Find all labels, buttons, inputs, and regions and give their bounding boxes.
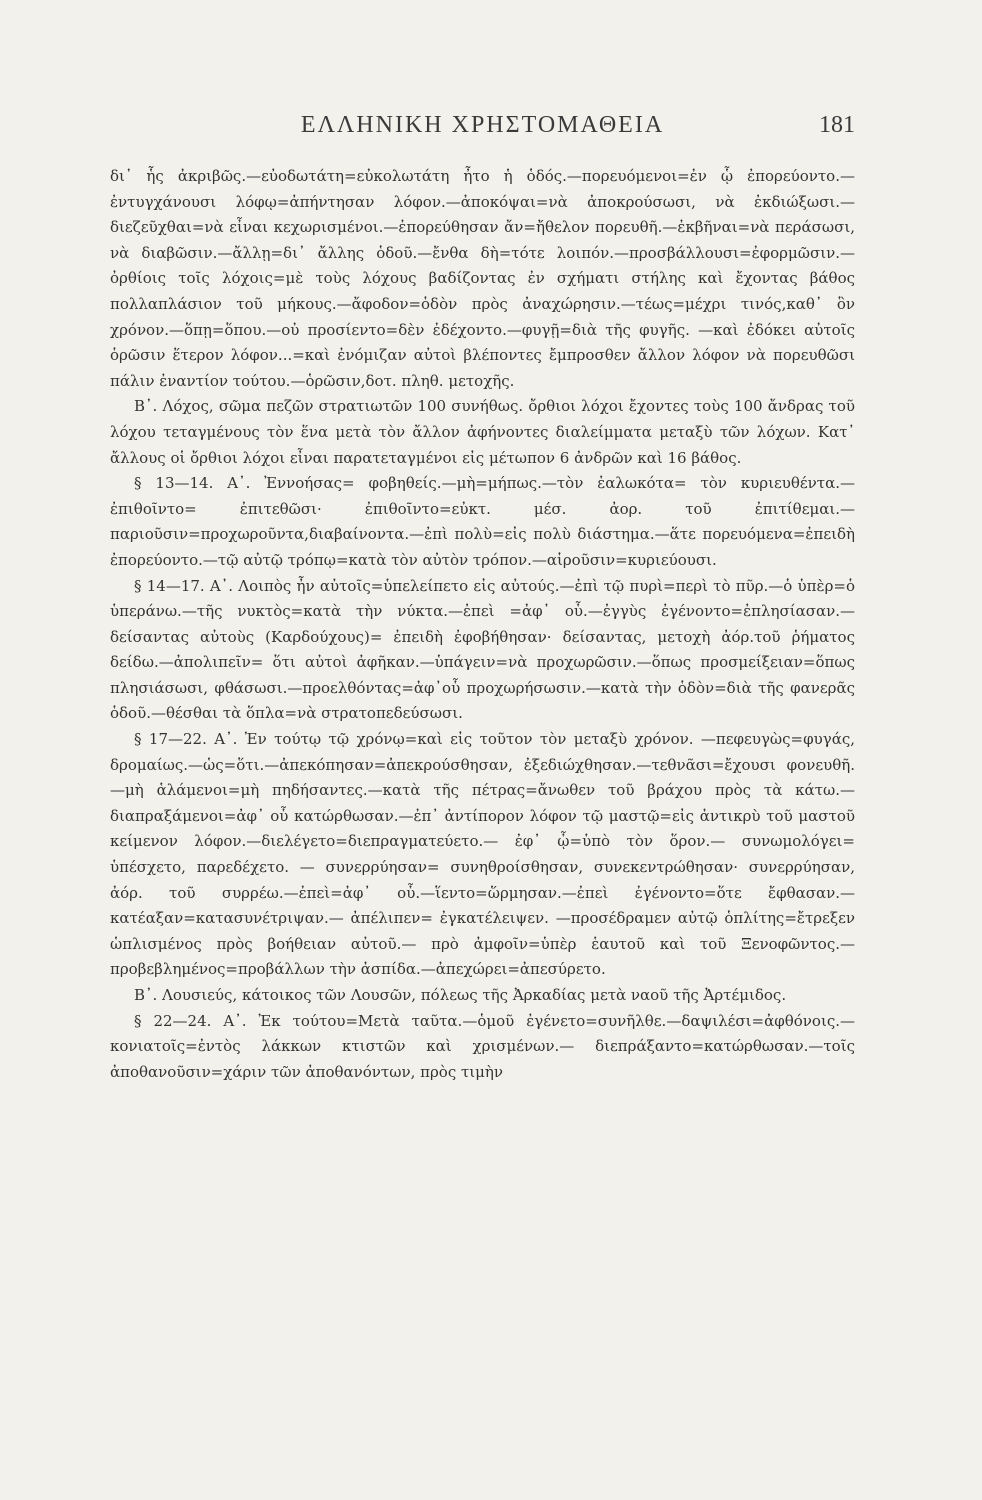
commentary-text: [110, 164, 855, 1085]
section-paragraph: § 13—14. Α᾽. Ἐννοήσας= φοβηθείς.—μὴ=μήπως.—τὸν ἑαλωκότα= τὸν κυριευθέντα.—ἐπιθοῖντο= ἐπιτεθῶσι· ἐπιθοῖντο=εὐκτ. μέσ. ἀορ. τοῦ ἐπιτίθεμαι.—παριοῦσιν=προχωροῦντα,διαβαίνοντα.—ἐπὶ πολὺ=εἰς πολὺ διάστημα.—ἅτε πορευόμενα=ἐπειδὴ ἐπορεύοντο.—τῷ αὐτῷ τρόπῳ=κατὰ τὸν αὐτὸν τρόπον.—αἱροῦσιν=κυριεύουσι.: [110, 474, 855, 569]
running-title: ΕΛΛΗΝΙΚΗ ΧΡΗΣΤΟΜΑΘΕΙΑ: [300, 112, 665, 138]
paragraph: δι᾽ ἧς ἀκριβῶς.—εὐοδωτάτη=εὐκολωτάτη ἦτο ἡ ὁδός.—πορευόμενοι=ἐν ᾧ ἐπορεύοντο.—ἐντυγχάνουσι λόφῳ=ἀπήντησαν λόφον.—ἀποκόψαι=νὰ ἀποκρούσωσι, νὰ ἐκδιώξωσι.—διεζεῦχθαι=νὰ εἶναι κεχωρισμένοι.—ἐπορεύθησαν ἄν=ἤθελον πορευθῆ.—ἐκβῆναι=νὰ περάσωσι, νὰ διαβῶσιν.—ἄλλῃ=δι᾽ ἄλλης ὁδοῦ.—ἔνθα δὴ=τότε λοιπόν.—προσβάλλουσι=ἐφορμῶσιν.—ὀρθίοις τοῖς λόχοις=μὲ τοὺς λόχους βαδίζοντας ἐν σχήματι στήλης καὶ ἔχοντας βάθος πολλαπλάσιον τοῦ μήκους.—ἄφοδον=ὁδὸν πρὸς ἀναχώρησιν.—τέως=μέχρι τινός,καθ᾽ ὃν χρόνον.—ὅπῃ=ὅπου.—οὐ προσίεντο=δὲν ἐδέχοντο.—φυγῇ=διὰ τῆς φυγῆς. —καὶ ἐδόκει αὐτοῖς ὁρῶσιν ἕτερον λόφον...=καὶ ἐνόμιζαν αὐτοὶ βλέποντες ἔμπροσθεν ἄλλον λόφον νὰ πορευθῶσι πάλιν ἐναντίον τούτου.—ὁρῶσιν,δοτ. πληθ. μετοχῆς.: [110, 167, 855, 390]
paragraph: Β᾽. Λόχος, σῶμα πεζῶν στρατιωτῶν 100 συνήθως. ὄρθιοι λόχοι ἔχοντες τοὺς 100 ἄνδρας τοῦ λόχου τεταγμένους τὸν ἕνα μετὰ τὸν ἄλλον ἀφήνοντες διαλείμματα μεταξὺ τῶν λόχων. Κατ᾽ ἄλλους οἱ ὄρθιοι λόχοι εἶναι παρατεταγμένοι εἰς μέτωπον 6 ἀνδρῶν καὶ 16 βάθος.: [110, 397, 855, 467]
page-number: 181: [819, 112, 855, 138]
running-header: [110, 112, 855, 148]
paragraph: Β᾽. Λουσιεύς, κάτοικος τῶν Λουσῶν, πόλεως τῆς Ἀρκαδίας μετὰ ναοῦ τῆς Ἀρτέμιδος.: [134, 986, 787, 1004]
section-paragraph: § 17—22. Α᾽. Ἐν τούτῳ τῷ χρόνῳ=καὶ εἰς τοῦτον τὸν μεταξὺ χρόνον. —πεφευγὼς=φυγάς, δρομαίως.—ὡς=ὅτι.—ἀπεκόπησαν=ἀπεκρούσθησαν, ἐξεδιώχθησαν.—τεθνᾶσι=ἔχουσι φονευθῆ.—μὴ ἁλάμενοι=μὴ πηδήσαντες.—κατὰ τῆς πέτρας=ἄνωθεν τοῦ βράχου πρὸς τὰ κάτω.—διαπραξάμενοι=ἀφ᾽ οὗ κατώρθωσαν.—ἐπ᾽ ἀντίπορον λόφον τῷ μαστῷ=εἰς ἀντικρὺ τοῦ μαστοῦ κείμενον λόφον.—διελέγετο=διεπραγματεύετο.— ἐφ᾽ ᾧ=ὑπὸ τὸν ὅρον.— συνωμολόγει= ὑπέσχετο, παρεδέχετο. — συνερρύησαν= συνηθροίσθησαν, συνεκεντρώθησαν· συνερρύησαν, ἀόρ. τοῦ συρρέω.—ἐπεὶ=ἀφ᾽ οὗ.—ἵεντο=ὥρμησαν.—ἐπεὶ ἐγένοντο=ὅτε ἔφθασαν.—κατέαξαν=κατασυνέτριψαν.— ἀπέλιπεν= ἐγκατέλειψεν. —προσέδραμεν αὐτῷ ὁπλίτης=ἔτρεξεν ὡπλισμένος πρὸς βοήθειαν αὐτοῦ.— πρὸ ἀμφοῖν=ὑπὲρ ἑαυτοῦ καὶ τοῦ Ξενοφῶντος.—προβεβλημένος=προβάλλων τὴν ἀσπίδα.—ἀπεχώρει=ἀπεσύρετο.: [110, 730, 855, 979]
section-paragraph: § 14—17. Α᾽. Λοιπὸς ἦν αὐτοῖς=ὑπελείπετο εἰς αὐτούς.—ἐπὶ τῷ πυρὶ=περὶ τὸ πῦρ.—ὁ ὑπὲρ=ὁ ὑπεράνω.—τῆς νυκτὸς=κατὰ τὴν νύκτα.—ἐπεὶ =ἀφ᾽ οὗ.—ἐγγὺς ἐγένοντο=ἐπλησίασαν.—δείσαντας αὐτοὺς (Καρδούχους)= ἐπειδὴ ἐφοβήθησαν· δείσαντας, μετοχὴ ἀόρ.τοῦ ῥήματος δείδω.—ἀπολιπεῖν= ὅτι αὐτοὶ ἀφῆκαν.—ὑπάγειν=νὰ προχωρῶσιν.—ὅπως προσμείξειαν=ὅπως πλησιάσωσι, φθάσωσι.—προελθόντας=ἀφ᾽οὗ προχωρήσωσιν.—κατὰ τὴν ὁδὸν=διὰ τῆς φανερᾶς ὁδοῦ.—θέσθαι τὰ ὅπλα=νὰ στρατοπεδεύσωσι.: [110, 576, 855, 723]
section-paragraph: § 22—24. Α᾽. Ἐκ τούτου=Μετὰ ταῦτα.—ὁμοῦ ἐγένετο=συνῆλθε.—δαψιλέσι=ἀφθόνοις.—κονιατοῖς=ἐντὸς λάκκων κτιστῶν καὶ χρισμένων.— διεπράξαντο=κατώρθωσαν.—τοῖς ἀποθανοῦσιν=χάριν τῶν ἀποθανόντων, πρὸς τιμὴν: [110, 1011, 855, 1081]
page: [110, 112, 855, 1085]
